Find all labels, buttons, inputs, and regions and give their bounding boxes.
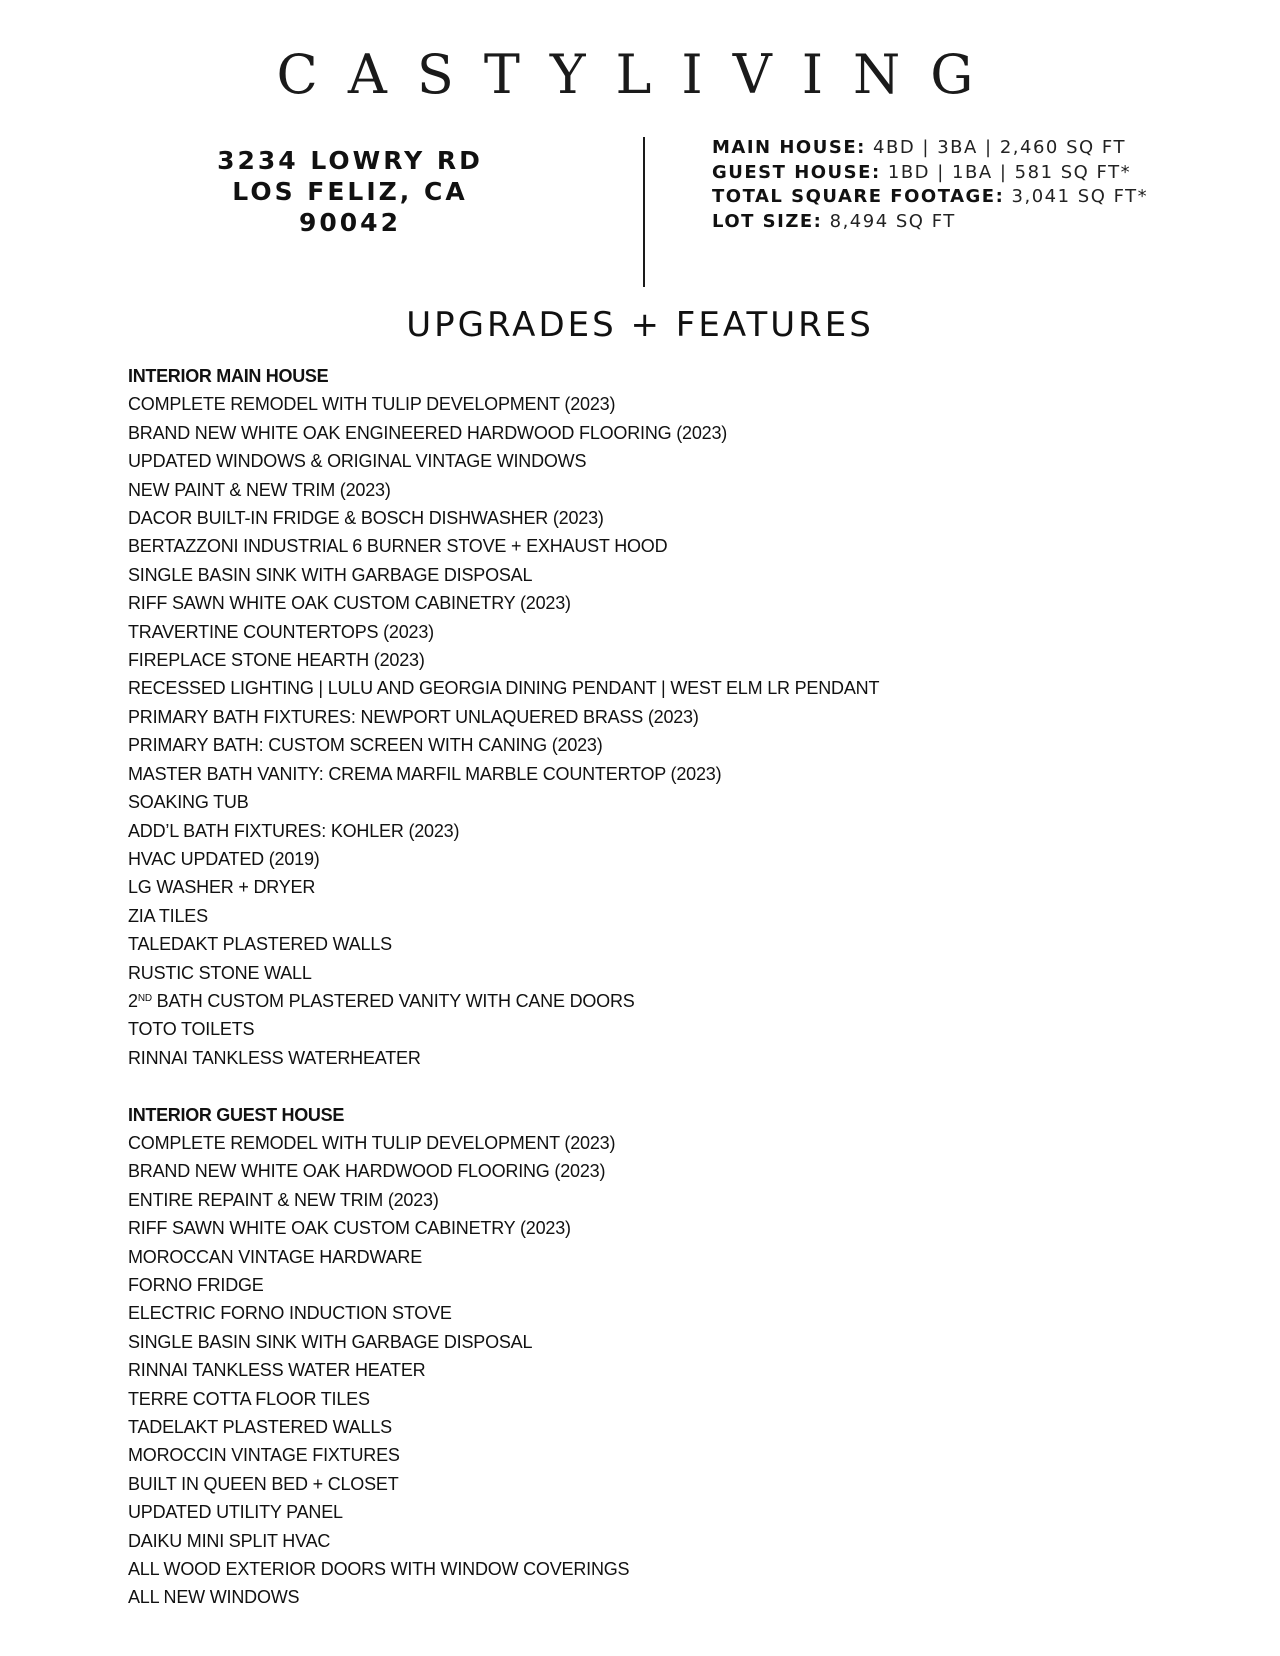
list-item: ZIA TILES [128,905,208,926]
list-item: RIFF SAWN WHITE OAK CUSTOM CABINETRY (2023) [128,593,571,614]
list-item: DACOR BUILT-IN FRIDGE & BOSCH DISHWASHER (2023) [128,508,604,529]
list-item: RINNAI TANKLESS WATER HEATER [128,1360,426,1381]
list-item: BERTAZZONI INDUSTRIAL 6 BURNER STOVE + EXHAUST HOOD [128,536,668,557]
list-item: RIFF SAWN WHITE OAK CUSTOM CABINETRY (2023) [128,1218,571,1239]
address-line-1: 3234 LOWRY RD [217,146,483,175]
list-item: SINGLE BASIN SINK WITH GARBAGE DISPOSAL [128,564,533,585]
guest-house-items [128,1129,1128,1612]
stat-value: 4BD | 3BA | 2,460 SQ FT [873,137,1126,158]
list-item: ALL WOOD EXTERIOR DOORS WITH WINDOW COVERINGS [128,1559,630,1580]
list-item: TADELAKT PLASTERED WALLS [128,1417,392,1438]
list-item: COMPLETE REMODEL WITH TULIP DEVELOPMENT (2023) [128,394,616,415]
stat-value: 8,494 SQ FT [829,210,956,232]
list-item: BRAND NEW WHITE OAK ENGINEERED HARDWOOD FLOORING (2023) [128,422,728,443]
list-item: LG WASHER + DRYER [128,877,316,898]
list-item: ENTIRE REPAINT & NEW TRIM (2023) [128,1189,439,1210]
stat-total-square-footage [712,185,1148,210]
stat-lot-size [712,210,1148,235]
list-item: DAIKU MINI SPLIT HVAC [128,1530,331,1551]
list-item-text: BATH CUSTOM PLASTERED VANITY WITH CANE DOORS [151,990,635,1011]
main-house-items [128,390,1128,987]
list-item: UPDATED WINDOWS & ORIGINAL VINTAGE WINDOWS [128,451,587,472]
list-item: PRIMARY BATH: CUSTOM SCREEN WITH CANING (2023) [128,735,603,756]
group-spacer [128,1072,1128,1100]
stat-label: GUEST HOUSE: [712,161,881,183]
stat-label: TOTAL SQUARE FOOTAGE: [712,186,1005,207]
list-item: SINGLE BASIN SINK WITH GARBAGE DISPOSAL [128,1331,533,1352]
stat-label: LOT SIZE: [712,210,823,232]
list-item: ALL NEW WINDOWS [128,1587,300,1608]
list-item: TERRE COTTA FLOOR TILES [128,1388,370,1409]
stat-value: 1BD | 1BA | 581 SQ FT* [887,161,1132,183]
property-address [180,145,520,238]
list-item: RINNAI TANKLESS WATERHEATER [128,1047,421,1068]
list-item: TALEDAKT PLASTERED WALLS [128,934,392,955]
list-item: SOAKING TUB [128,792,249,813]
group-title-guest-house: INTERIOR GUEST HOUSE [128,1104,345,1125]
list-item [128,987,1128,1015]
list-item: ADD’L BATH FIXTURES: KOHLER (2023) [128,820,460,841]
list-item: HVAC UPDATED (2019) [128,848,320,869]
address-line-2: LOS FELIZ, CA 90042 [232,177,468,237]
brand-logo: CASTYLIVING [276,43,1004,106]
vertical-divider [643,137,645,287]
list-item: BUILT IN QUEEN BED + CLOSET [128,1473,399,1494]
stat-value: 3,041 SQ FT* [1011,186,1149,207]
list-item: BRAND NEW WHITE OAK HARDWOOD FLOORING (2023) [128,1161,606,1182]
main-house-items-continued [128,1015,1128,1072]
features-list [128,362,1128,1612]
list-item: FORNO FRIDGE [128,1274,264,1295]
list-item: PRIMARY BATH FIXTURES: NEWPORT UNLAQUERED BRASS (2023) [128,706,699,727]
stat-guest-house [712,161,1148,186]
list-item: FIREPLACE STONE HEARTH (2023) [128,650,425,671]
list-item: MASTER BATH VANITY: CREMA MARFIL MARBLE COUNTERTOP (2023) [128,763,722,784]
list-item: MOROCCIN VINTAGE FIXTURES [128,1445,400,1466]
list-item: COMPLETE REMODEL WITH TULIP DEVELOPMENT (2023) [128,1132,616,1153]
list-item: RUSTIC STONE WALL [128,962,312,983]
list-item: NEW PAINT & NEW TRIM (2023) [128,479,391,500]
list-item: TRAVERTINE COUNTERTOPS (2023) [128,621,434,642]
list-item: RECESSED LIGHTING | LULU AND GEORGIA DINING PENDANT | WEST ELM LR PENDANT [128,678,880,699]
group-title-main-house: INTERIOR MAIN HOUSE [128,366,329,386]
stat-label: MAIN HOUSE: [712,137,866,158]
section-heading: UPGRADES + FEATURES [406,305,874,345]
list-item: MOROCCAN VINTAGE HARDWARE [128,1246,423,1267]
stat-main-house [712,136,1148,161]
list-item-number: 2 [128,990,138,1011]
list-item: ELECTRIC FORNO INDUCTION STOVE [128,1303,452,1324]
list-item: UPDATED UTILITY PANEL [128,1502,343,1523]
list-item: TOTO TOILETS [128,1019,255,1040]
property-stats [712,136,1148,234]
list-item-superscript: ND [137,992,152,1004]
